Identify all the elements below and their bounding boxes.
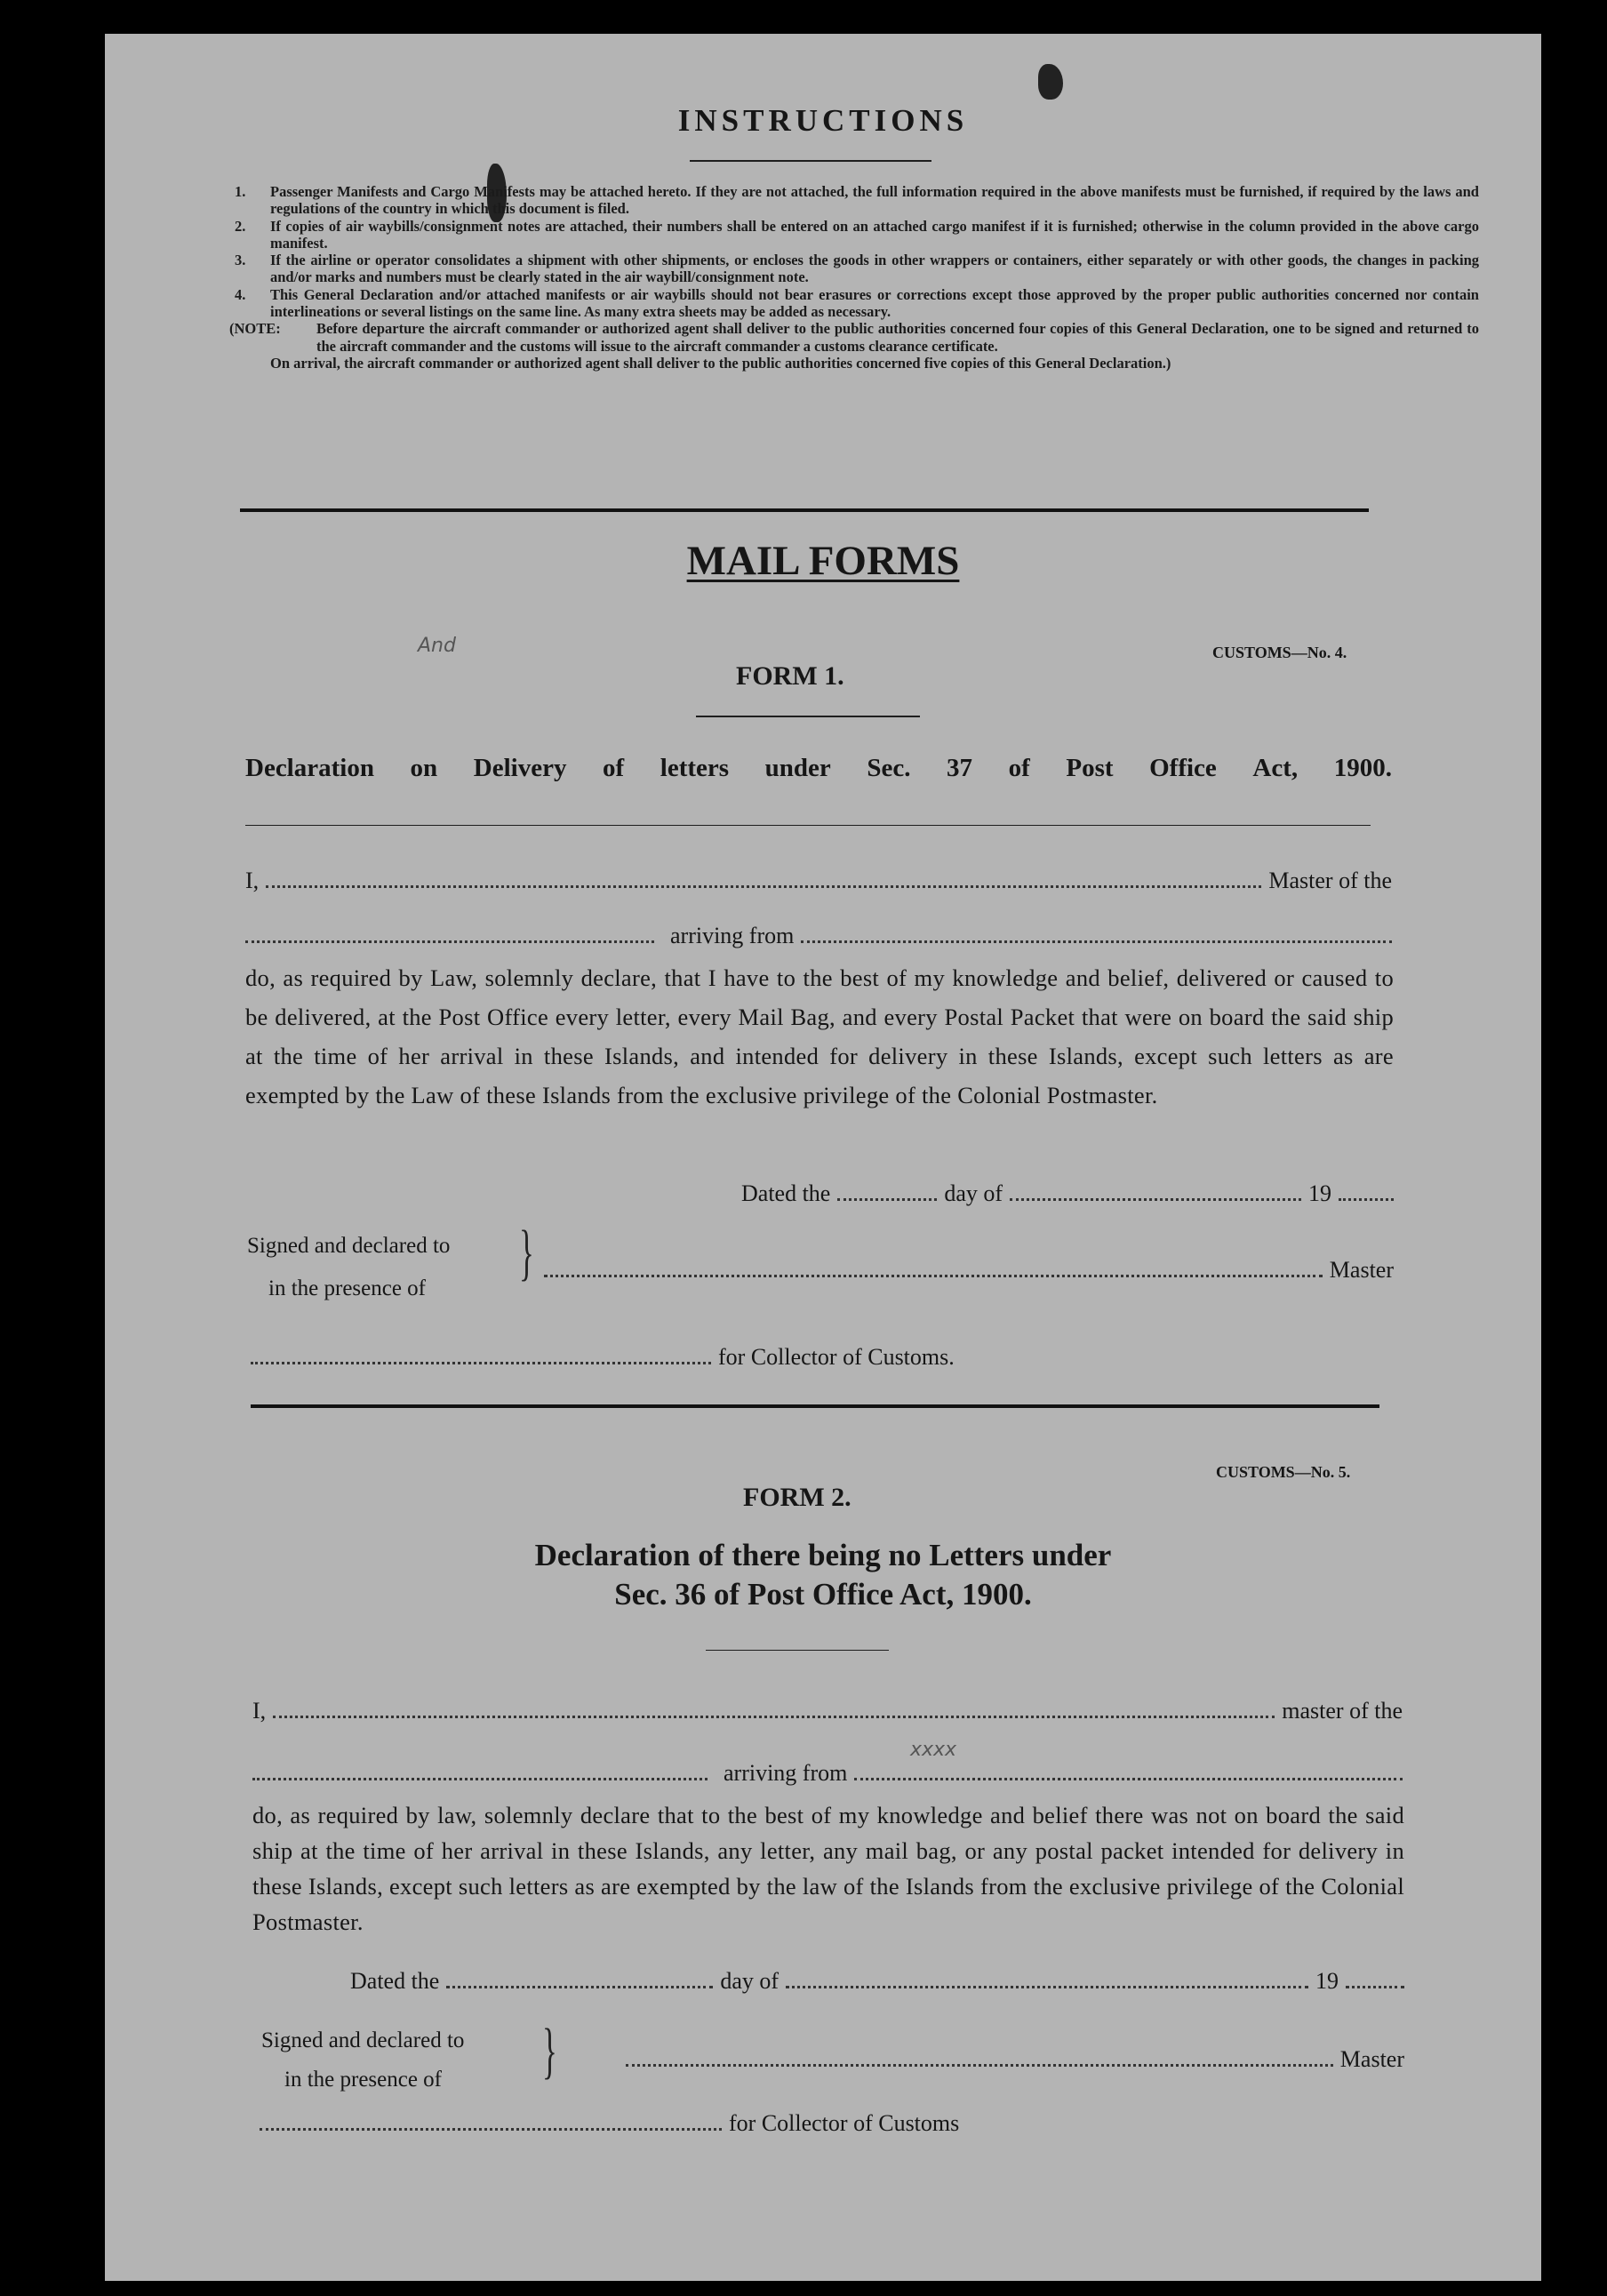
form2-declaration-heading [105,1536,1541,1614]
instruction-item [235,218,1479,252]
form1-ship-field[interactable] [245,940,654,943]
form1-year-prefix: 19 [1308,1180,1331,1206]
form1-arriving-from-label: arriving from [670,923,795,948]
form2-day-of-label: day of [720,1968,780,1994]
heading-word: Post [1066,754,1114,782]
instruction-item [235,286,1479,321]
instructions-title: INSTRUCTIONS [677,103,969,138]
form2-collector-line [260,2110,1104,2137]
mail-forms-title [105,537,1541,585]
form2-origin-field[interactable] [854,1777,1403,1780]
form2-year-prefix: 19 [1315,1968,1339,1994]
form1-day-of-label: day of [944,1180,1003,1206]
form1-dated-line [741,1180,1394,1207]
form1-body-text: do, as required by Law, solemnly declare, that I have to the best of my knowledge and belief, delivered or caused to be delivered, at the Post Office every letter, every Mail Bag, and every Postal Packet that were on board the said ship at the time of her arrival in these Islands, and intended for delivery in these Islands, except such letters as are exempted by the Law of these Islands from the exclusive privilege of the Colonial Postmaster. [245,964,1394,1108]
form1-heading-underline [245,825,1371,826]
note-text [270,320,1479,355]
form1-month-field[interactable] [1010,1197,1301,1201]
heading-word: 1900. [1333,754,1392,782]
form2-heading-rule [706,1650,889,1651]
form1-name-field[interactable] [266,884,1261,888]
mail-forms-title-text: MAIL FORMS [686,538,960,584]
form2-name-field[interactable] [273,1715,1275,1718]
instructions-title-rule [690,160,931,162]
note-heading: (NOTE: [229,320,281,338]
note-line: On arrival, the aircraft commander or authorized agent shall deliver to the public authorities concerned five copies of this General Declaration.) [270,354,1171,372]
form1-customs-number: CUSTOMS—No. 4. [1212,644,1347,661]
heading-word: under [764,754,831,782]
handwritten-xxxx: xxxx [910,1739,957,1761]
form1-master-line [544,1257,1394,1284]
heading-word: of [1008,754,1030,782]
form1-witness-field[interactable] [544,1274,1323,1277]
instruction-text: Passenger Manifests and Cargo Manifests may be attached hereto. If they are not attached, the full information required in the above manifests must be furnished, if required by the laws and regulations of the country in which this document is filed. [270,183,1479,218]
form1-collector-label: for Collector of Customs. [718,1344,955,1370]
instruction-note [229,320,1479,372]
instruction-text: This General Declaration and/or attached manifests or air waybills should not bear erasures or corrections except those approved by the proper public authorities concerned nor contain interlineations or several listings on the same line. As many extra sheets may be added as necessary. [270,285,1479,321]
form2-i-label: I, [252,1698,267,1724]
form2-line-arriving [252,1760,1403,1787]
form2-brace: } [542,2017,557,2085]
section-divider [240,508,1369,512]
heading-word: of [603,754,625,782]
form1-line-arriving [245,923,1392,949]
form1-year-field[interactable] [1339,1197,1394,1201]
form2-dated-line [350,1968,1404,1995]
instruction-number: 4. [235,285,246,303]
form2-month-field[interactable] [786,1985,1308,1988]
form2-date-field[interactable] [446,1985,713,1988]
form2-collector-field[interactable] [260,2127,722,2131]
form1-title-rule [696,716,920,717]
form2-witness-field[interactable] [626,2063,1333,2067]
heading-word: on [410,754,438,782]
form1-master-of-the-label: Master of the [1268,868,1392,893]
form2-customs-number: CUSTOMS—No. 5. [1216,1463,1351,1481]
heading-word: Act, [1252,754,1299,782]
instruction-number: 1. [235,183,246,200]
heading-word: Delivery [473,754,567,782]
form2-signed-label [261,2021,464,2100]
heading-word: 37 [947,754,973,782]
form2-heading-line: Sec. 36 of Post Office Act, 1900. [614,1577,1032,1612]
form2-arriving-from-label: arriving from [724,1760,848,1786]
form2-heading-line: Declaration of there being no Letters under [534,1538,1112,1572]
form2-year-field[interactable] [1346,1985,1404,1988]
form1-origin-field[interactable] [801,940,1392,943]
presence-line: in the presence of [284,2068,443,2092]
form1-line-master [245,868,1392,894]
instruction-number: 3. [235,252,246,269]
form1-signed-label [247,1225,450,1310]
form1-i-label: I, [245,868,260,893]
form1-collector-line [251,1344,1122,1371]
instruction-text: If the airline or operator consolidates a shipment with other shipments, or encloses the goods in other wrappers or containers, either separately or with other goods, the changes in packing and/or marks and numbers must be clearly stated in the air waybill/consignment note. [270,252,1479,286]
form2-master-label: Master [1339,2046,1404,2072]
note-text [270,355,1479,372]
heading-word: Office [1149,754,1217,782]
form1-dated-label: Dated the [741,1180,831,1206]
form2-title: FORM 2. [743,1483,851,1512]
heading-word: Declaration [245,754,374,782]
form1-declaration-heading [245,754,1392,783]
form1-collector-field[interactable] [251,1361,711,1364]
form2-master-line [626,2046,1404,2073]
instruction-item [235,183,1479,218]
form1-title: FORM 1. [736,661,844,691]
form1-brace: } [519,1219,534,1287]
form2-body-text: do, as required by law, solemnly declare that to the best of my knowledge and belief there was not on board the said ship at the time of her arrival in these Islands, any letter, any mail bag, or any postal packet intended for delivery in these Islands, except such letters as are exempted by the law of the Islands from the exclusive privilege of the Colonial Postmaster. [252,1802,1404,1935]
ink-blot-top [1038,64,1063,100]
form2-dated-label: Dated the [350,1968,440,1994]
instruction-number: 2. [235,217,246,235]
form-divider [251,1404,1379,1408]
presence-line: in the presence of [268,1276,427,1300]
form2-master-of-the-label: master of the [1282,1698,1403,1724]
note-line: Before departure the aircraft commander or authorized agent shall deliver to the public authorities concerned four copies of this General Declaration, one to be signed and returned to the aircraft commander and the customs will issue to the aircraft commander a customs clearance certificate. [316,320,1479,355]
instruction-item [235,252,1479,286]
heading-word: Sec. [867,754,911,782]
signed-line: Signed and declared to [247,1234,451,1258]
form1-date-field[interactable] [837,1197,937,1201]
form2-ship-field[interactable] [252,1777,708,1780]
form2-line-master [252,1698,1403,1724]
document-page [105,34,1541,2281]
form1-master-label: Master [1329,1257,1394,1283]
instruction-text: If copies of air waybills/consignment notes are attached, their numbers shall be entered on an attached cargo manifest if it is furnished; otherwise in the column provided in the above cargo manifest. [270,217,1479,252]
heading-word: letters [660,754,730,782]
instructions-list [229,183,1479,372]
signed-line: Signed and declared to [261,2028,465,2052]
handwritten-mark: And [418,635,456,657]
form2-collector-label: for Collector of Customs [729,2110,960,2136]
